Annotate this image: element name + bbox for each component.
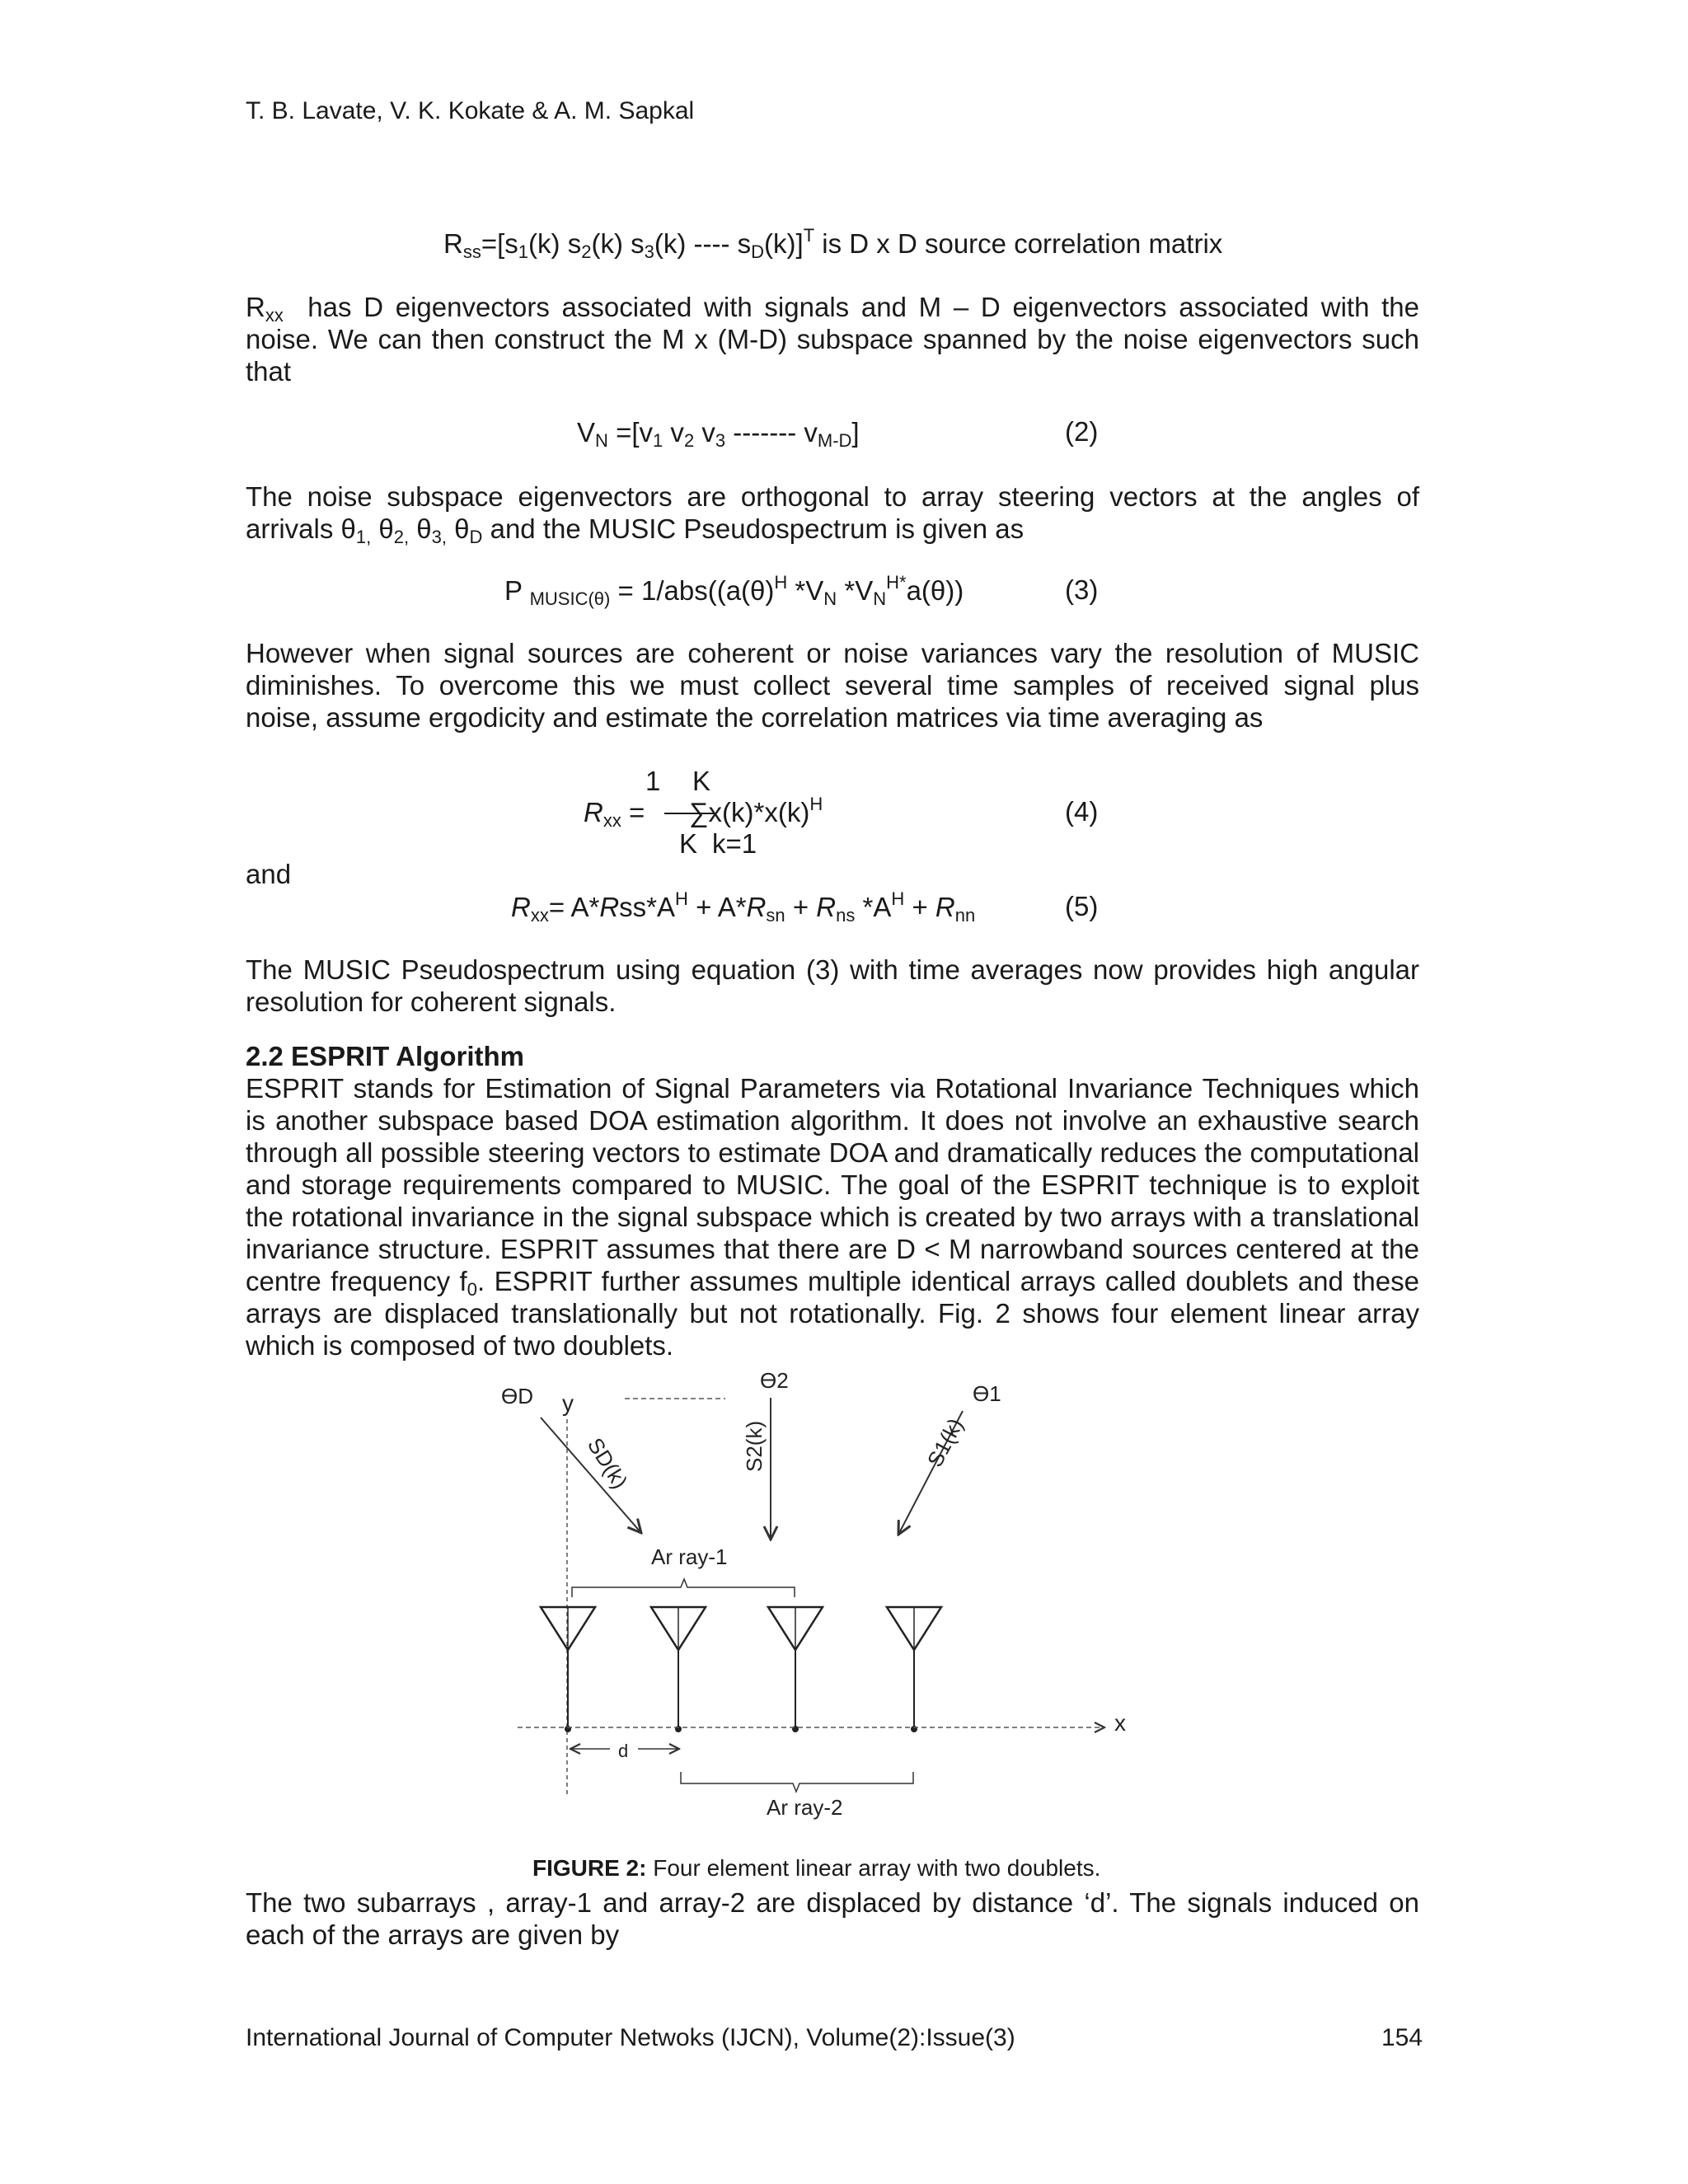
array-1-brace — [572, 1579, 795, 1597]
paragraph-music-time-averages: The MUSIC Pseudospectrum using equation (3) with time averages now provides high angular resolution for coherent signals. — [246, 954, 1419, 1017]
y-axis-label: y — [562, 1390, 574, 1416]
array-2-label: Ar ray-2 — [767, 1795, 843, 1820]
equation-2-number: (2) — [1065, 416, 1099, 447]
equation-5: $R_{xx}= A*Rss*A^H + A*R_{sn} + R_{ns}$ $*A^H + R_{nn}$ — [511, 888, 976, 926]
section-heading-esprit: 2.2 ESPRIT Algorithm — [246, 1041, 524, 1071]
paragraph-esprit: ESPRIT stands for Estimation of Signal Parameters via Rotational Invariance Techniques which is another subspace based DOA estimation algorithm. It does not involve an exhaustive search through all possible steering vectors to estimate DOA and dramatically reduces the computational and storage requirements compared to MUSIC. The goal of the ESPRIT technique is to exploit the rotational invariance in the signal subspace which is created by two arrays with a translational invariance structure. ESPRIT assumes that there are D < M narrowband sources centered at the centre frequency $f_0$. ESPRIT further assumes multiple identical arrays called doublets and these arrays are displaced translationally but not rotationally. Fig. 2 shows four element linear array which is composed of two doublets. — [246, 1073, 1419, 1361]
signal-1-label: S1(k) — [921, 1413, 968, 1471]
spacing-label: d — [618, 1741, 629, 1761]
equation-4-numerator: 1 — [645, 766, 661, 796]
array-1-label: Ar ray-1 — [651, 1544, 728, 1569]
equation-3-number: (3) — [1065, 574, 1099, 605]
antenna-element — [887, 1607, 941, 1732]
array-2-brace — [681, 1772, 913, 1792]
equation-4-denominator: K — [679, 828, 698, 859]
equation-5-number: (5) — [1065, 891, 1099, 921]
paragraph-rxx-eigenvectors: $R_{xx}$ has D eigenvectors associated with signals and M – D eigenvectors associated with the noise. We can then construct the M x (M-D) subspace spanned by the noise eigenvectors such that — [246, 292, 1420, 387]
and-label: and — [246, 859, 292, 889]
figure-caption: FIGURE 2: Four element linear array with two doublets. — [532, 1855, 1101, 1881]
equation-3: P $_{MUSIC(\theta)} = 1/abs((a(\theta)^H$ $*V_N$ $*V_N^{H*}a(\theta)$) — [504, 572, 964, 609]
rss-definition: $R_{ss}=[s_1(k)$ $s_2(k)$ $s_3(k)$ ---- $s_D(k)]^T$ is D x D source correlation matrix — [443, 225, 1223, 262]
x-axis-label: x — [1114, 1710, 1126, 1736]
equation-4-upper-limit: K — [692, 766, 711, 796]
equation-4-lhs: $R_{xx}$ = — [584, 797, 645, 831]
antenna-element — [768, 1607, 823, 1732]
theta-2-label: Ɵ2 — [760, 1368, 789, 1393]
page-number: 154 — [1381, 2024, 1423, 2051]
signal-d-label: SD(k) — [582, 1433, 633, 1493]
equation-2: $V_N =[v_1$ $v_2$ $v_3$ ------- $v_{M-D}$] — [577, 417, 860, 451]
theta-d-label: ƟD — [501, 1384, 533, 1408]
paragraph-noise-subspace: The noise subspace eigenvectors are orthogonal to array steering vectors at the angles of arrivals $\theta_{1,}$ $\theta_{2,}$ $\theta_{3,}$ $\theta_D$ and the MUSIC Pseudospectrum is given as — [246, 481, 1419, 547]
paragraph-coherent-sources: However when signal sources are coherent or noise variances vary the resolution of MUSIC diminishes. To overcome this we must collect several time samples of received signal plus noise, assume ergodicity and estimate the correlation matrices via time averaging as — [246, 638, 1419, 733]
equation-4-sum: $\sum x(k)*x(k)^H$ — [689, 794, 823, 827]
footer-journal: International Journal of Computer Netwoks (IJCN), Volume(2):Issue(3) — [246, 2024, 1015, 2051]
paragraph-subarrays: The two subarrays , array-1 and array-2 are displaced by distance ‘d’. The signals induced on each of the arrays are given by — [246, 1887, 1419, 1950]
equation-4-lower-limit: k=1 — [712, 828, 757, 859]
antenna-element — [651, 1607, 706, 1732]
theta-1-label: Ɵ1 — [973, 1381, 1001, 1406]
signal-2-label: S2(k) — [742, 1420, 767, 1472]
antenna-element — [541, 1607, 595, 1732]
equation-4-number: (4) — [1065, 796, 1099, 827]
running-header: T. B. Lavate, V. K. Kokate & A. M. Sapkal — [246, 97, 695, 124]
